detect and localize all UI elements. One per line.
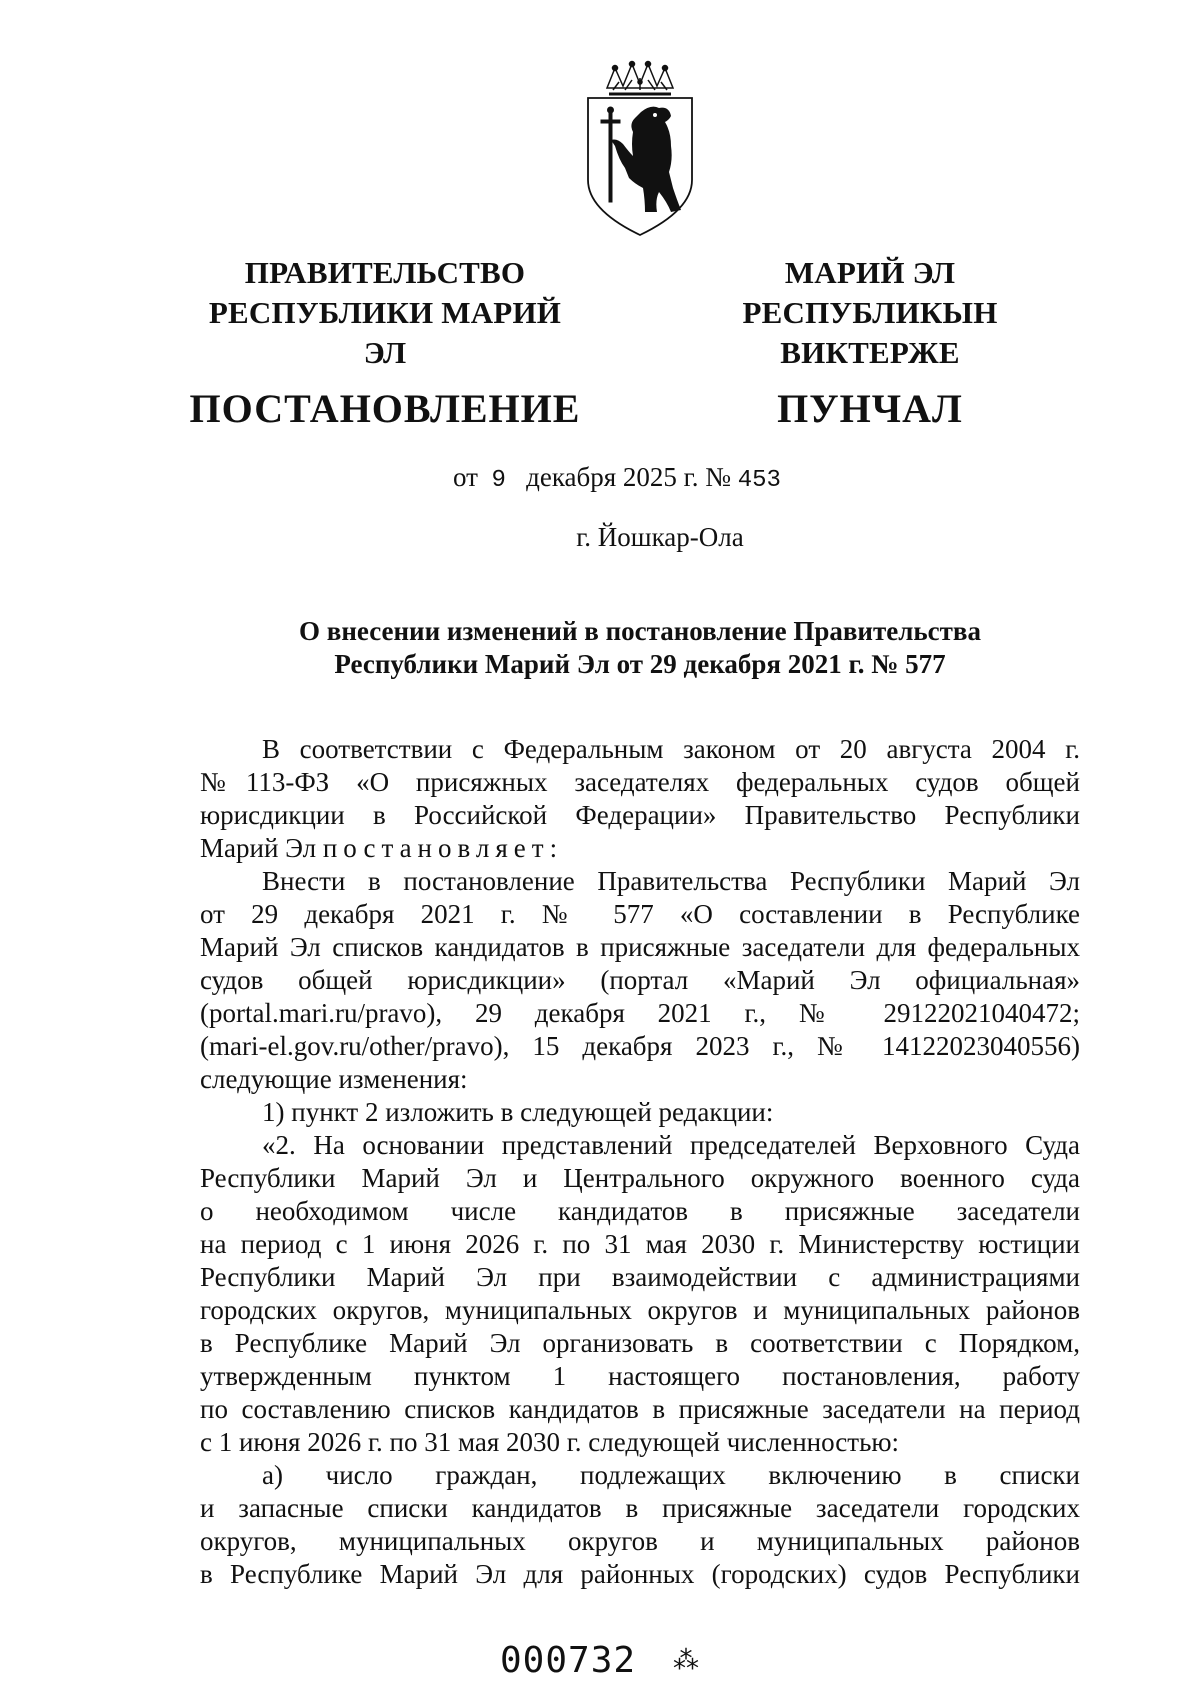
- body-line: и запасные списки кандидатов в присяжные заседатели городских: [200, 1493, 1080, 1523]
- coat-of-arms-emblem: [585, 60, 695, 240]
- body-line: о необходимом числе кандидатов в присяжные заседатели: [200, 1196, 1080, 1226]
- body-line: №113-ФЗ «О присяжных заседателях федеральных судов общей: [200, 767, 1080, 797]
- body-line-decree: [200, 832, 1080, 865]
- body-line: городских округов, муниципальных округов и муниципальных районов: [200, 1295, 1080, 1325]
- document-body: [200, 733, 1080, 1591]
- body-line: судов общей юрисдикции» (портал «Марий Эл официальная»: [200, 965, 1080, 995]
- date-month-year: декабря 2025 г. №: [526, 462, 731, 492]
- body-line-text: Марий Эл: [200, 833, 317, 863]
- body-line: с 1 июня 2026 г. по 31 мая 2030 г. следующей численностью:: [200, 1427, 900, 1457]
- government-title-ru: ПРАВИТЕЛЬСТВО: [244, 255, 526, 290]
- doc-type-mari: ПУНЧАЛ: [777, 386, 963, 431]
- body-line: Марий Эл списков кандидатов в присяжные заседатели для федеральных: [200, 932, 1080, 962]
- body-line: на период с 1 июня 2026 г. по 31 мая 2030 г. Министерству юстиции: [200, 1229, 1080, 1259]
- document-date-line: [453, 462, 781, 494]
- government-title-mari: МАРИЙ ЭЛ РЕСПУБЛИКЫН: [742, 255, 998, 330]
- form-serial-number: 000732: [500, 1640, 637, 1681]
- date-prefix: от: [453, 462, 478, 492]
- body-line: по составлению списков кандидатов в присяжные заседатели на период: [200, 1394, 1080, 1424]
- doc-type-ru: ПОСТАНОВЛЕНИЕ: [189, 386, 581, 431]
- title-line-1: О внесении изменений в постановление Правительства: [299, 616, 981, 646]
- body-line: в Республике Марий Эл организовать в соответствии с Порядком,: [200, 1328, 1080, 1358]
- body-line: в Республике Марий Эл для районных (городских) судов Республики: [200, 1559, 1080, 1589]
- body-line: округов, муниципальных округов и муниципальных районов: [200, 1526, 1080, 1556]
- decree-word: постановляет:: [322, 833, 564, 863]
- body-line: юрисдикции в Российской Федерации» Правительство Республики: [200, 800, 1080, 830]
- body-line: В соответствии с Федеральным законом от 20 августа 2004 г.: [262, 734, 1080, 764]
- body-line: 1) пункт 2 изложить в следующей редакции:: [262, 1097, 774, 1127]
- body-line: (mari-el.gov.ru/other/pravo), 15 декабря 2023 г., № 14122023040556): [200, 1031, 1080, 1061]
- body-line: Республики Марий Эл и Центрального окружного военного суда: [200, 1163, 1080, 1193]
- body-line: утвержденным пунктом 1 настоящего постановления, работу: [200, 1361, 1080, 1391]
- asterism-icon: ⁂: [673, 1646, 699, 1676]
- body-line: а) число граждан, подлежащих включению в списки: [262, 1460, 1080, 1490]
- republic-title-mari: ВИКТЕРЖЕ: [780, 335, 960, 370]
- body-line: от 29 декабря 2021 г. № 577 «О составлении в Республике: [200, 899, 1080, 929]
- document-number: 453: [737, 467, 781, 494]
- document-city: г. Йошкар-Ола: [576, 522, 744, 552]
- date-day: 9: [491, 467, 506, 494]
- document-title: [200, 615, 1080, 681]
- title-line-2: Республики Марий Эл от 29 декабря 2021 г. № 577: [334, 649, 946, 679]
- header-right-block: [660, 253, 1080, 435]
- body-line: «2. На основании представлений председателей Верховного Суда: [262, 1130, 1080, 1160]
- body-line: (portal.mari.ru/pravo), 29 декабря 2021 г., № 29122021040472;: [200, 998, 1080, 1028]
- body-line: Внести в постановление Правительства Республики Марий Эл: [262, 866, 1080, 896]
- header-left-block: [185, 253, 585, 435]
- body-line: Республики Марий Эл при взаимодействии с администрациями: [200, 1262, 1080, 1292]
- republic-title-ru: РЕСПУБЛИКИ МАРИЙ ЭЛ: [208, 295, 562, 370]
- body-line: следующие изменения:: [200, 1064, 468, 1094]
